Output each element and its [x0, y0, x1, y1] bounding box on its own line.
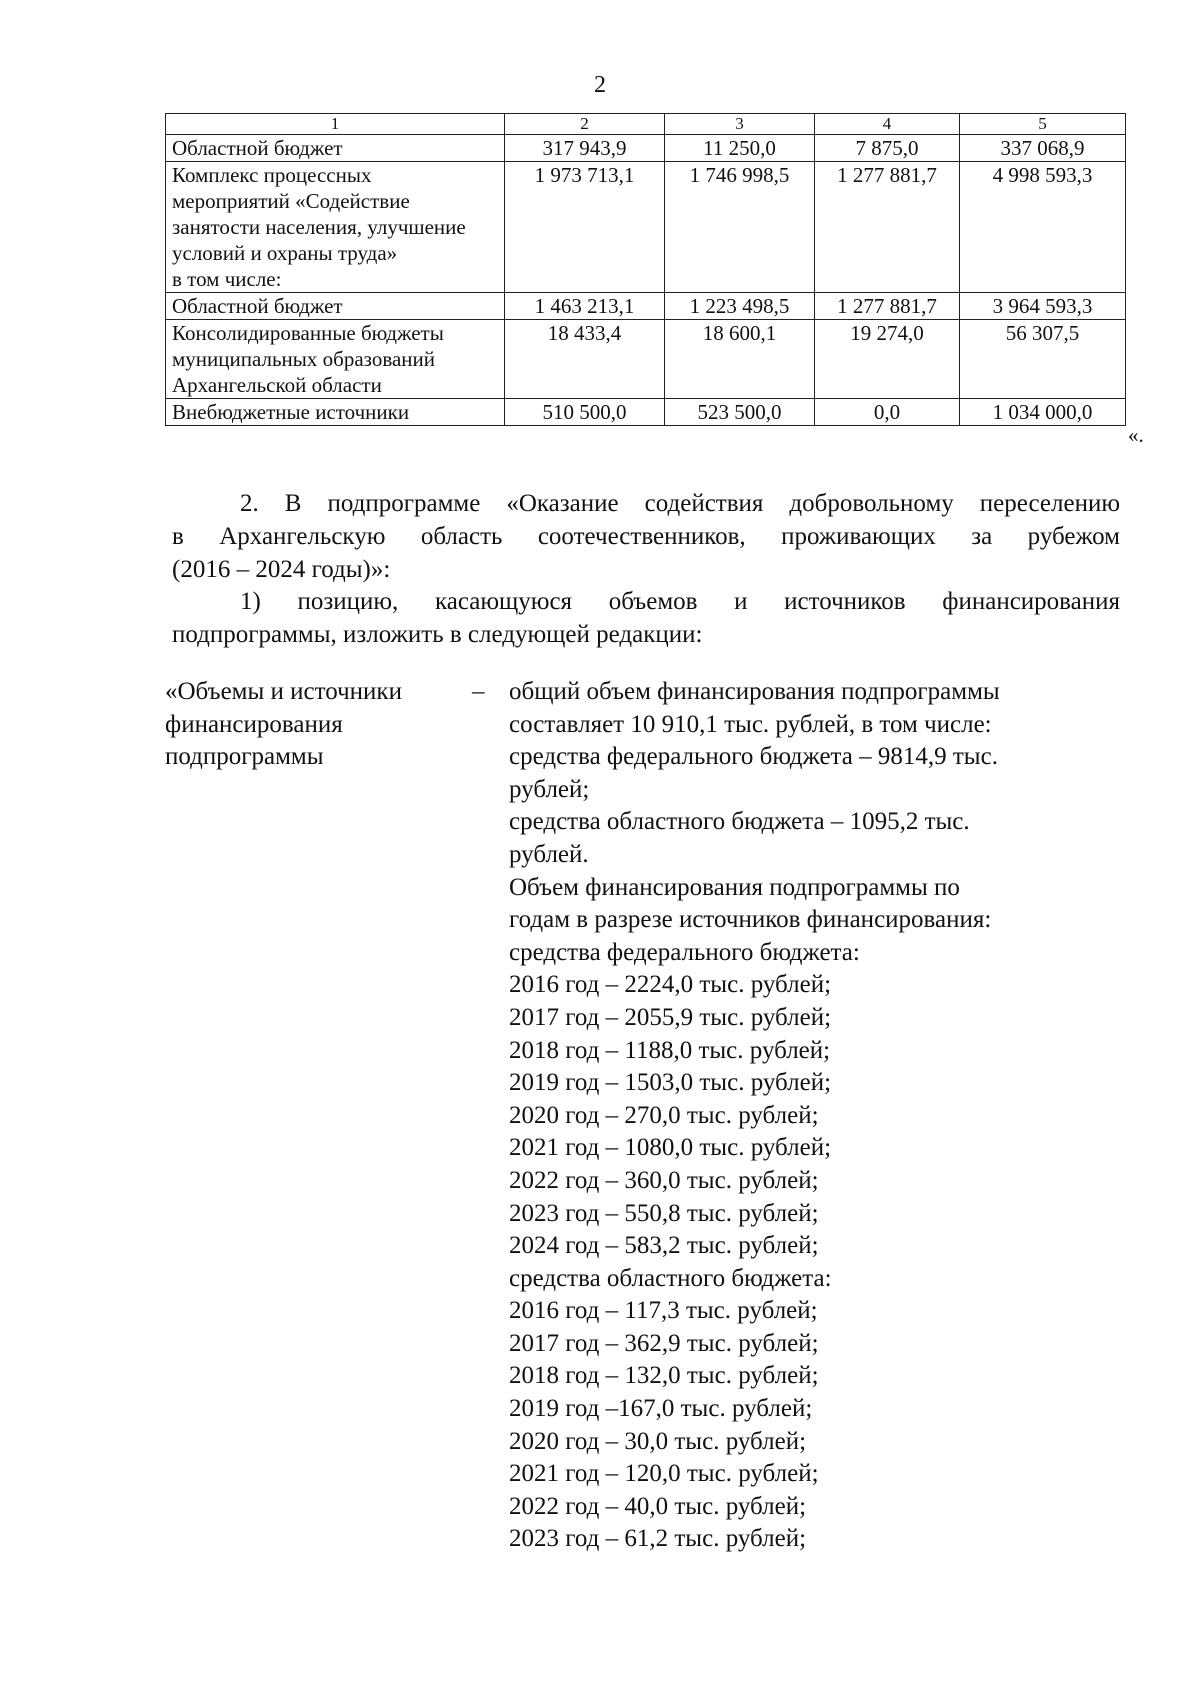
row-label [166, 399, 505, 426]
passport-value-line: 2021 год – 1080,0 тыс. рублей; [509, 1134, 832, 1162]
passport-value-line: 2018 год – 1188,0 тыс. рублей; [509, 1036, 831, 1064]
passport-value-line: 2019 год – 1503,0 тыс. рублей; [509, 1069, 832, 1097]
table-row [166, 135, 1126, 162]
table-cell: 56 307,5 [960, 320, 1126, 399]
passport-label-line: финансирования [165, 710, 343, 738]
passport-value-line: рублей. [509, 840, 589, 868]
table-cell: 1 034 000,0 [960, 399, 1126, 426]
paragraph-line: подпрограммы, изложить в следующей редакции: [172, 621, 703, 648]
passport-value-line: 2022 год – 360,0 тыс. рублей; [509, 1166, 819, 1194]
passport-value-line: 2018 год – 132,0 тыс. рублей; [509, 1362, 819, 1390]
table-row [166, 293, 1126, 320]
table-cell: 510 500,0 [505, 399, 665, 426]
passport-value-line: 2016 год – 2224,0 тыс. рублей; [509, 971, 832, 999]
table-cell: 1 223 498,5 [665, 293, 815, 320]
passport-label-line: «Объемы и источники [165, 678, 402, 705]
row-label-line: муниципальных образований [172, 347, 435, 371]
passport-value-line: средства областного бюджета: [509, 1264, 832, 1292]
paragraph-financing-position [172, 585, 1120, 651]
passport-value-line: 2021 год – 120,0 тыс. рублей; [509, 1460, 819, 1488]
passport-value-line: 2023 год – 61,2 тыс. рублей; [509, 1525, 807, 1553]
table-header-cell: 1 [166, 114, 505, 135]
table-cell: 1 277 881,7 [815, 293, 960, 320]
table-cell: 337 068,9 [960, 135, 1126, 162]
passport-value-line: средства федерального бюджета: [509, 938, 860, 966]
passport-label [165, 676, 465, 774]
paragraph-subprogram-amendment [172, 487, 1120, 586]
paragraph-line: 2. В подпрограмме «Оказание содействия добровольному переселению [240, 490, 1120, 517]
passport-value-line: 2019 год –167,0 тыс. рублей; [509, 1395, 813, 1423]
table-cell: 18 600,1 [665, 320, 815, 399]
passport-value [509, 676, 1109, 1556]
table-cell: 1 973 713,1 [505, 162, 665, 293]
passport-value-line: 2022 год – 40,0 тыс. рублей; [509, 1492, 807, 1520]
table-cell: 7 875,0 [815, 135, 960, 162]
row-label-line: условий и охраны труда» [172, 241, 398, 265]
table-cell: 18 433,4 [505, 320, 665, 399]
row-label [166, 135, 505, 162]
row-label-line: в том числе: [172, 267, 282, 291]
table-header-cell: 4 [815, 114, 960, 135]
row-label [166, 293, 505, 320]
table-cell: 1 746 998,5 [665, 162, 815, 293]
passport-value-line: составляет 10 910,1 тыс. рублей, в том числе: [509, 710, 992, 738]
table-closing-quote: «. [1128, 423, 1144, 447]
row-label-line: Внебюджетные источники [172, 400, 410, 424]
row-label-line: Архангельской области [172, 373, 382, 397]
table-header-cell: 3 [665, 114, 815, 135]
passport-dash: – [472, 678, 485, 705]
passport-value-line: общий объем финансирования подпрограммы [509, 678, 1000, 705]
table-cell: 19 274,0 [815, 320, 960, 399]
table-cell: 4 998 593,3 [960, 162, 1126, 293]
passport-value-line: средства федерального бюджета – 9814,9 тыс. [509, 743, 998, 771]
row-label-line: занятости населения, улучшение [172, 215, 466, 239]
table-cell: 3 964 593,3 [960, 293, 1126, 320]
table-cell: 1 463 213,1 [505, 293, 665, 320]
table-row [166, 162, 1126, 293]
passport-value-line: 2020 год – 30,0 тыс. рублей; [509, 1427, 807, 1455]
table-cell: 0,0 [815, 399, 960, 426]
row-label-line: Областной бюджет [172, 136, 343, 160]
page-number: 2 [594, 72, 606, 98]
passport-value-line: годам в разрезе источников финансирования: [509, 906, 992, 934]
passport-value-line: 2020 год – 270,0 тыс. рублей; [509, 1101, 819, 1129]
table-header-cell: 2 [505, 114, 665, 135]
passport-value-line: 2017 год – 362,9 тыс. рублей; [509, 1329, 819, 1357]
row-label-line: мероприятий «Содействие [172, 189, 410, 213]
row-label [166, 162, 505, 293]
table-header-row [166, 114, 1126, 135]
table-cell: 1 277 881,7 [815, 162, 960, 293]
passport-value-line: рублей; [509, 775, 590, 803]
row-label-line: Комплекс процессных [172, 163, 372, 187]
table-cell: 317 943,9 [505, 135, 665, 162]
passport-value-line: 2017 год – 2055,9 тыс. рублей; [509, 1003, 832, 1031]
passport-value-line: Объем финансирования подпрограммы по [509, 873, 960, 901]
passport-value-line: 2024 год – 583,2 тыс. рублей; [509, 1232, 819, 1260]
passport-value-line: 2023 год – 550,8 тыс. рублей; [509, 1199, 819, 1227]
passport-label-line: подпрограммы [165, 743, 324, 771]
paragraph-line: 1) позицию, касающуюся объемов и источников финансирования [240, 588, 1120, 615]
table-row [166, 320, 1126, 399]
row-label-line: Областной бюджет [172, 294, 343, 318]
passport-value-line: 2016 год – 117,3 тыс. рублей; [509, 1297, 818, 1325]
row-label-line: Консолидированные бюджеты [172, 321, 444, 345]
table-row [166, 399, 1126, 426]
budget-table [165, 113, 1126, 426]
budget-table-body [166, 114, 1126, 426]
paragraph-line: (2016 – 2024 годы)»: [172, 556, 391, 583]
table-cell: 523 500,0 [665, 399, 815, 426]
row-label [166, 320, 505, 399]
paragraph-line: в Архангельскую область соотечественников, проживающих за рубежом [172, 523, 1120, 550]
table-cell: 11 250,0 [665, 135, 815, 162]
passport-value-line: средства областного бюджета – 1095,2 тыс. [509, 808, 970, 836]
table-header-cell: 5 [960, 114, 1126, 135]
